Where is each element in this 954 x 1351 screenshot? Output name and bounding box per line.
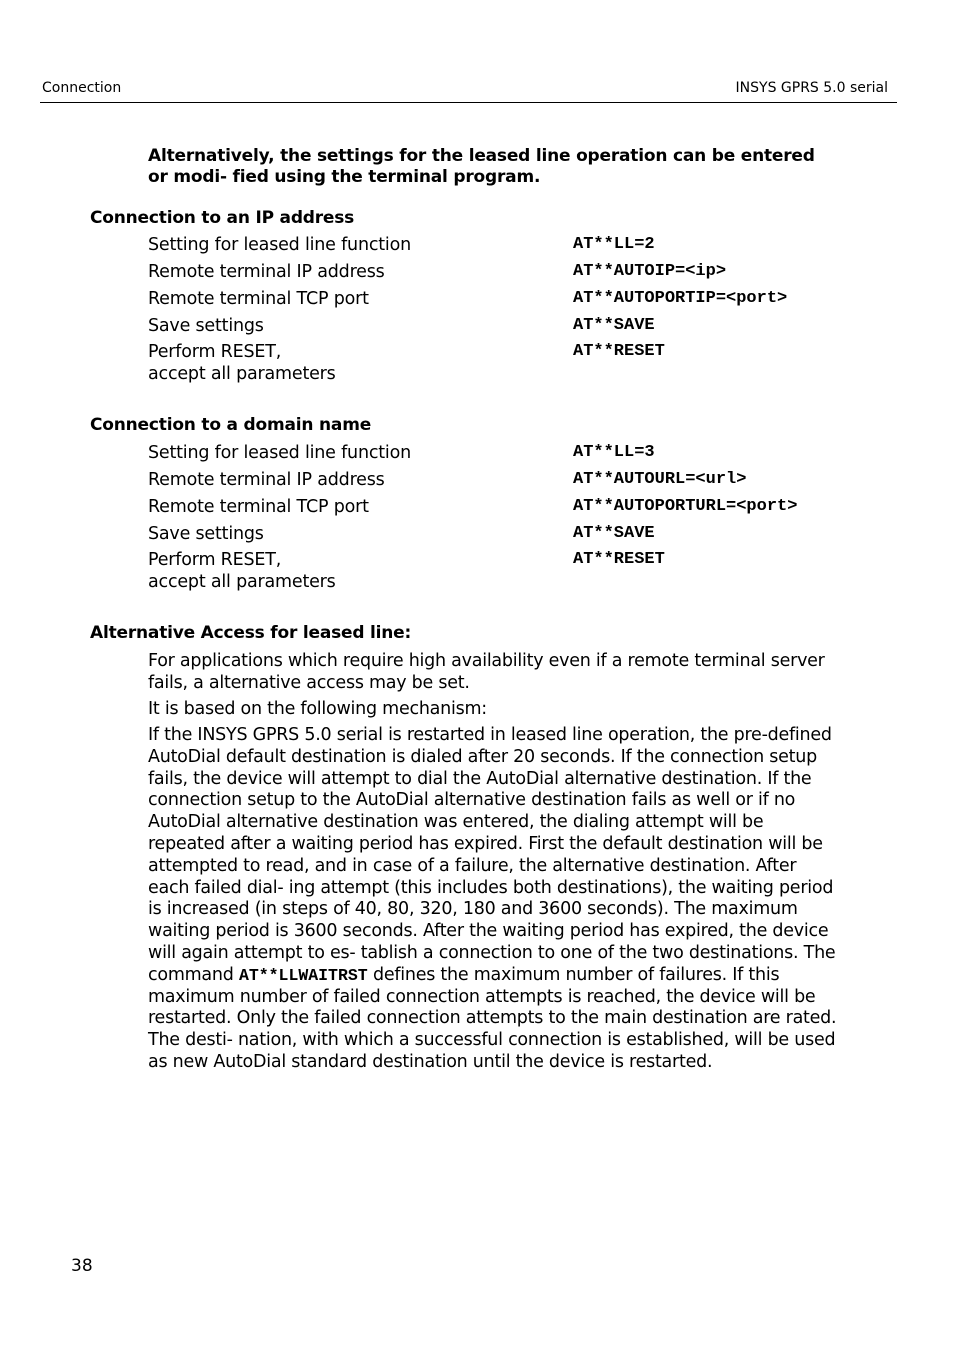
- row-command: AT**RESET: [573, 550, 665, 569]
- alt-paragraph-1: [148, 651, 840, 695]
- row-command: AT**RESET: [573, 342, 665, 361]
- row-label: Remote terminal IP address: [148, 470, 385, 490]
- row-command: AT**SAVE: [573, 524, 655, 543]
- header-chapter: Connection: [42, 80, 122, 96]
- row-command: AT**AUTOPORTIP=<port>: [573, 289, 788, 308]
- paragraph-text: It is based on the following mechanism:: [148, 699, 487, 719]
- row-label: Setting for leased line function: [148, 235, 411, 255]
- alt-paragraph-3: [148, 725, 840, 1074]
- row-command: AT**LL=3: [573, 443, 655, 462]
- row-command: AT**LL=2: [573, 235, 655, 254]
- domain-section-heading: Connection to a domain name: [90, 415, 372, 435]
- paragraph-text: For applications which require high availability even if a remote terminal server fails, a alternative access may be set.: [148, 651, 825, 693]
- paragraph-text-before: If the INSYS GPRS 5.0 serial is restarted in leased line operation, the pre-defined AutoDial default destination is dialed after 20 seconds. If the connection setup fails, the device will attempt to dial the AutoDial alternative destination. If the connection setup to the AutoDial alternative destination fails as well or if no AutoDial alternative destination was entered, the dialing attempt will be repeated after a waiting period has expired. First the default destination will be attempted to read, and in case of a failure, the alternative destination. After each failed dial- ing attempt (this includes both destinations), the waiting period is increased (in steps of 40, 80, 320, 180 and 3600 seconds). The maximum waiting period is 3600 seconds. After the waiting period has expired, the device will again attempt to es- tablish a connection to one of the two destinations. The command: [148, 725, 836, 985]
- row-command: AT**AUTOPORTURL=<port>: [573, 497, 798, 516]
- row-command: AT**SAVE: [573, 316, 655, 335]
- paragraph-text-after: defines the maximum number of failures. If this maximum number of failed connection attempts is reached, the device will be restarted. Only the failed connection attempts to the main destination are rated. The desti- nation, with which a successful connection is established, will be used as new AutoDial standard destination until the device is restarted.: [148, 964, 837, 1072]
- row-command: AT**AUTOIP=<ip>: [573, 262, 727, 281]
- alt-paragraph-2: [148, 699, 840, 721]
- row-label-line1: Perform RESET,: [148, 342, 282, 362]
- paragraph-text: [148, 725, 840, 1074]
- page-number: 38: [71, 1256, 93, 1276]
- row-label-line2: accept all parameters: [148, 364, 336, 384]
- header-product: INSYS GPRS 5.0 serial: [735, 80, 888, 96]
- inline-command: AT**LLWAITRST: [238, 965, 368, 985]
- row-label: [148, 549, 336, 593]
- intro-text: Alternatively, the settings for the leased line operation can be entered or modi- fied using the terminal program.: [148, 146, 815, 187]
- ip-section-heading: Connection to an IP address: [90, 208, 355, 228]
- alt-section-heading: Alternative Access for leased line:: [90, 623, 412, 643]
- row-label-line2: accept all parameters: [148, 572, 336, 592]
- row-label: Remote terminal IP address: [148, 262, 385, 282]
- row-label: Remote terminal TCP port: [148, 289, 369, 309]
- row-label: Save settings: [148, 316, 264, 336]
- row-label: Setting for leased line function: [148, 443, 411, 463]
- page-header: [40, 78, 897, 103]
- row-label-line1: Perform RESET,: [148, 550, 282, 570]
- row-command: AT**AUTOURL=<url>: [573, 470, 747, 489]
- row-label: [148, 341, 336, 385]
- row-label: Remote terminal TCP port: [148, 497, 369, 517]
- row-label: Save settings: [148, 524, 264, 544]
